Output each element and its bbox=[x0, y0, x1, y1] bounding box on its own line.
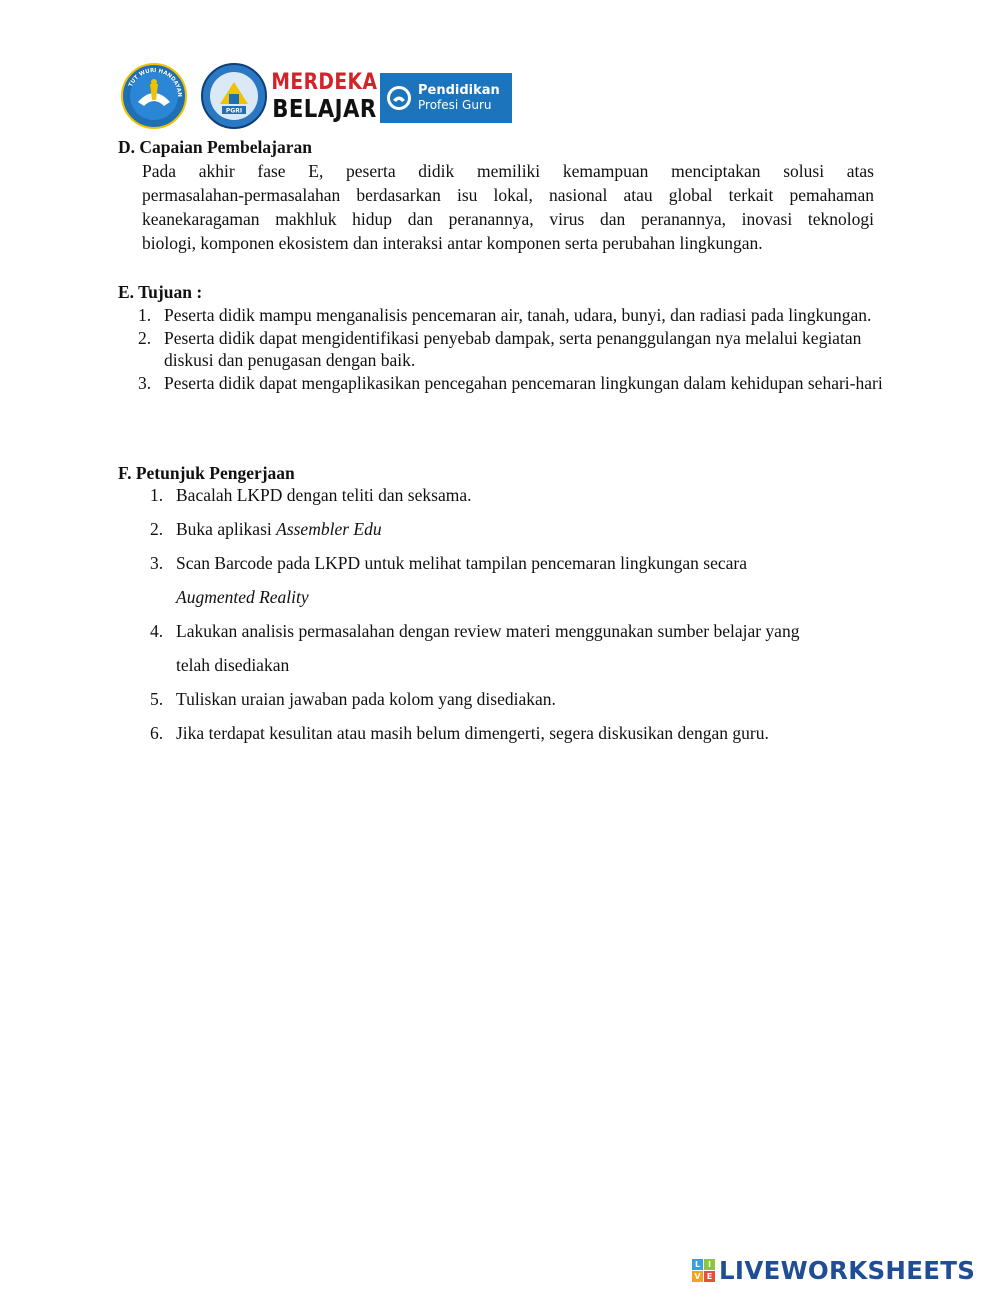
tujuan-list bbox=[138, 304, 898, 394]
paragraph-line: Pada akhir fase E, peserta didik memiliki kemampuan menciptakan solusi atas bbox=[142, 161, 874, 181]
list-number: 2. bbox=[138, 327, 152, 348]
list-text: Buka aplikasi bbox=[176, 519, 277, 539]
list-item bbox=[150, 614, 890, 682]
tut-wuri-handayani-logo-icon bbox=[120, 62, 188, 130]
merdeka-belajar-logo bbox=[270, 68, 378, 124]
header-logos bbox=[120, 62, 512, 130]
list-number: 1. bbox=[150, 485, 164, 505]
list-text-emphasis: Augmented Reality bbox=[176, 587, 309, 607]
list-item bbox=[150, 512, 890, 546]
list-item bbox=[138, 304, 898, 327]
list-item bbox=[138, 327, 898, 372]
section-d-title: D. Capaian Pembelajaran bbox=[118, 137, 312, 157]
ppg-line1: Pendidikan bbox=[418, 83, 500, 99]
list-number: 1. bbox=[138, 305, 152, 325]
section-d-paragraph bbox=[142, 159, 874, 255]
paragraph-line: keanekaragaman makhluk hidup dan peranannya, virus dan peranannya, inovasi teknologi bbox=[142, 209, 874, 229]
list-item bbox=[150, 546, 890, 614]
paragraph-line: biologi, komponen ekosistem dan interaksi antar komponen serta perubahan lingkungan. bbox=[142, 233, 763, 253]
paragraph-line: permasalahan-permasalahan berdasarkan isu lokal, nasional atau global terkait pemahaman bbox=[142, 185, 874, 205]
logo-letter: I bbox=[704, 1259, 715, 1270]
list-number: 2. bbox=[150, 519, 164, 539]
section-e-title: E. Tujuan : bbox=[118, 282, 203, 302]
logo-letter: V bbox=[692, 1271, 703, 1282]
petunjuk-list bbox=[150, 484, 890, 750]
liveworksheets-brand[interactable] bbox=[692, 1256, 980, 1284]
list-item bbox=[150, 716, 890, 750]
list-text: Peserta didik dapat mengidentifikasi penyebab dampak, serta penanggulangan nya melalui kegiatan diskusi dan penugasan dengan baik. bbox=[164, 327, 862, 370]
list-item bbox=[138, 372, 898, 395]
pendidikan-profesi-guru-logo bbox=[380, 73, 512, 123]
merdeka-text: MERDEKA bbox=[270, 69, 378, 95]
belajar-text: BELAJAR bbox=[271, 93, 377, 123]
kemdikbud-emblem-icon bbox=[386, 85, 412, 111]
list-number: 5. bbox=[150, 689, 164, 709]
logo-letter: E bbox=[704, 1271, 715, 1282]
list-number: 4. bbox=[150, 621, 164, 641]
list-number: 6. bbox=[150, 723, 164, 743]
liveworksheets-wordmark: LIVEWORKSHEETS bbox=[719, 1255, 976, 1285]
list-text: Peserta didik mampu menganalisis pencemaran air, tanah, udara, bunyi, dan radiasi pada lingkungan. bbox=[164, 305, 872, 325]
list-text: Bacalah LKPD dengan teliti dan seksama. bbox=[176, 485, 472, 505]
list-number: 3. bbox=[138, 372, 152, 393]
ppg-line2: Profesi Guru bbox=[418, 97, 492, 112]
pgri-text: PGRI bbox=[225, 107, 243, 115]
liveworksheets-logo-icon bbox=[692, 1259, 715, 1282]
universitas-pgri-logo-icon bbox=[200, 62, 268, 130]
list-text: Scan Barcode pada LKPD untuk melihat tampilan pencemaran lingkungan secara bbox=[176, 553, 747, 573]
section-f-title: F. Petunjuk Pengerjaan bbox=[118, 463, 295, 483]
tut-wuri-text: TUT WURI HANDAYAN bbox=[128, 67, 183, 98]
list-text-emphasis: Assembler Edu bbox=[276, 519, 382, 539]
list-item bbox=[150, 682, 890, 716]
list-text: Peserta didik dapat mengaplikasikan pencegahan pencemaran lingkungan dalam kehidupan sehari-hari bbox=[164, 372, 883, 393]
list-number: 3. bbox=[150, 553, 164, 573]
list-item bbox=[150, 478, 890, 512]
list-text: Jika terdapat kesulitan atau masih belum dimengerti, segera diskusikan dengan guru. bbox=[176, 723, 769, 743]
list-text: Lakukan analisis permasalahan dengan review materi menggunakan sumber belajar yang telah disediakan bbox=[176, 621, 800, 675]
list-text: Tuliskan uraian jawaban pada kolom yang disediakan. bbox=[176, 689, 556, 709]
logo-letter: L bbox=[692, 1259, 703, 1270]
